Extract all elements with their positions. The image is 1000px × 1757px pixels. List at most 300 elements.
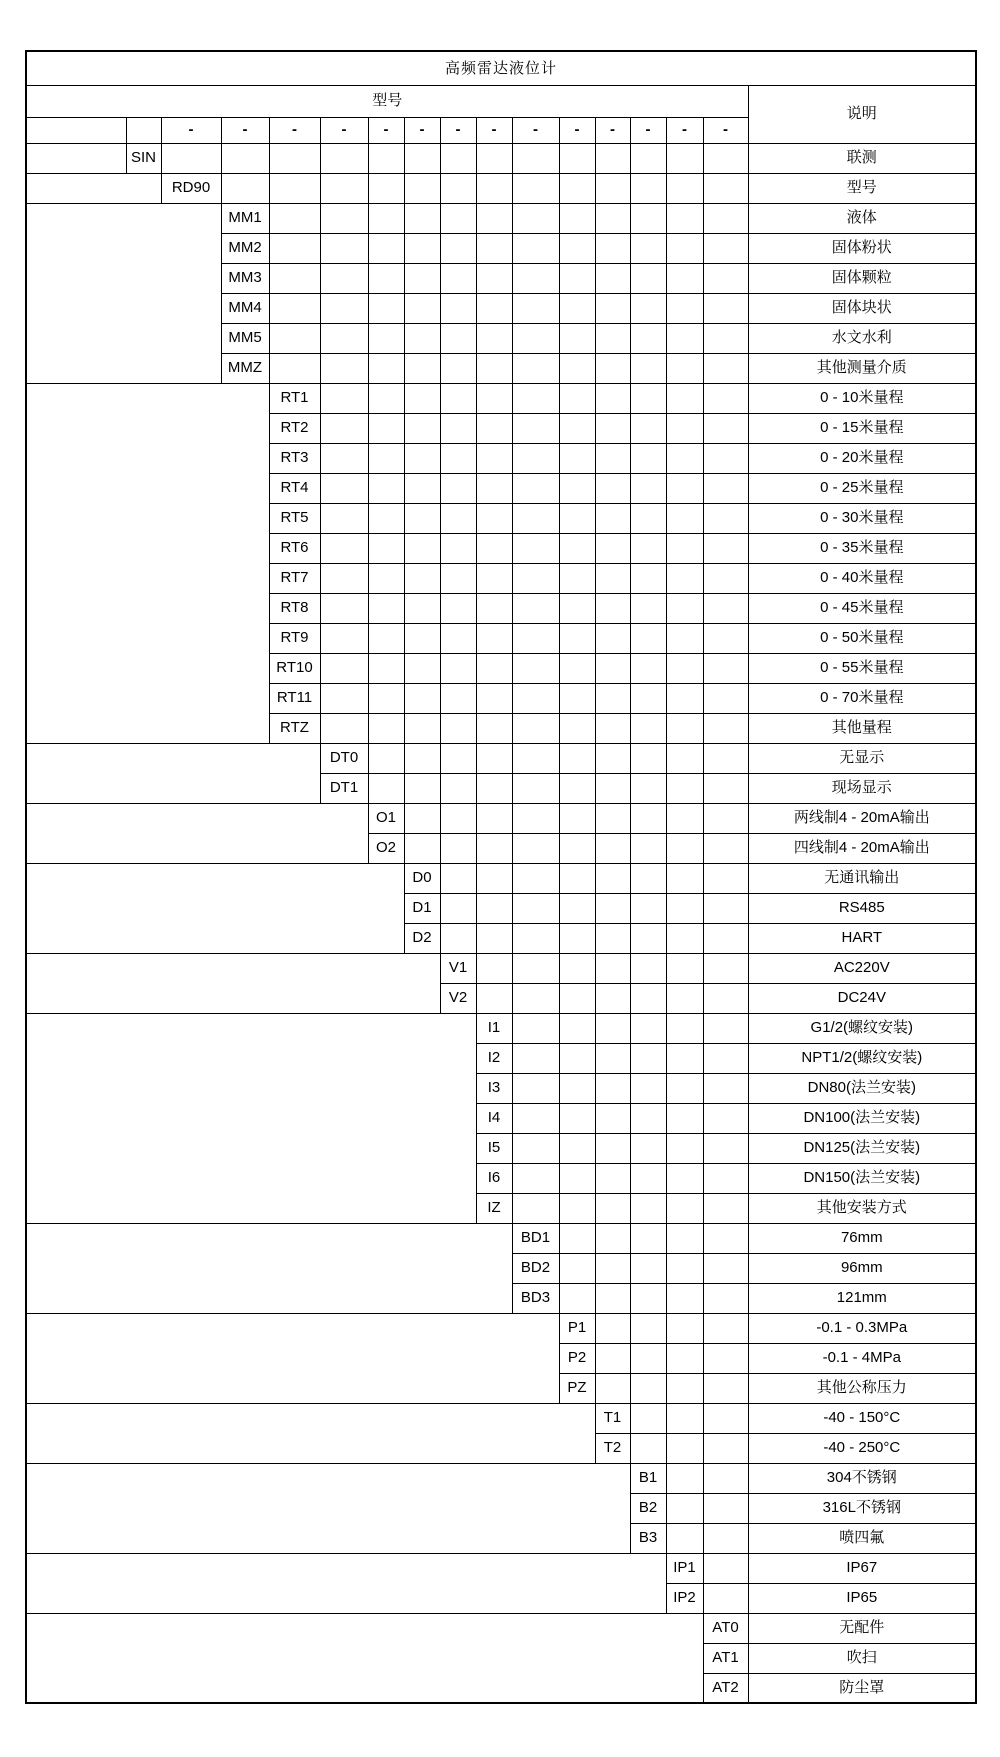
option-description: 0 - 30米量程 xyxy=(748,503,976,533)
empty-grid-cell xyxy=(404,593,440,623)
option-code: I1 xyxy=(476,1013,512,1043)
option-description: -40 - 150°C xyxy=(748,1403,976,1433)
empty-grid-cell xyxy=(320,473,368,503)
empty-grid-cell xyxy=(630,1133,666,1163)
empty-grid-cell xyxy=(476,233,512,263)
empty-grid-cell xyxy=(440,383,476,413)
option-description: 水文水利 xyxy=(748,323,976,353)
option-description: 固体粉状 xyxy=(748,233,976,263)
empty-grid-cell xyxy=(666,203,703,233)
option-description: 喷四氟 xyxy=(748,1523,976,1553)
empty-grid-cell xyxy=(368,593,404,623)
table-row xyxy=(26,953,976,983)
empty-grid-cell xyxy=(630,203,666,233)
empty-grid-cell xyxy=(666,803,703,833)
empty-grid-cell xyxy=(703,563,748,593)
empty-grid-cell xyxy=(703,1553,748,1583)
empty-grid-cell xyxy=(440,863,476,893)
empty-grid-cell xyxy=(703,1223,748,1253)
empty-grid-cell xyxy=(559,383,595,413)
empty-grid-cell xyxy=(404,533,440,563)
description-header-label: 说明 xyxy=(748,85,976,143)
empty-grid-cell xyxy=(666,863,703,893)
empty-grid-cell xyxy=(703,1163,748,1193)
empty-grid-cell xyxy=(703,1493,748,1523)
separator-dash: - xyxy=(630,117,666,143)
empty-grid-cell xyxy=(595,773,630,803)
empty-grid-cell xyxy=(512,353,559,383)
option-code: I2 xyxy=(476,1043,512,1073)
empty-grid-cell xyxy=(703,653,748,683)
empty-grid-cell xyxy=(320,713,368,743)
empty-grid-cell xyxy=(630,503,666,533)
empty-grid-cell xyxy=(630,863,666,893)
option-code: RD90 xyxy=(161,173,221,203)
empty-grid-cell xyxy=(595,1163,630,1193)
empty-grid-cell xyxy=(595,623,630,653)
empty-grid-cell xyxy=(703,1253,748,1283)
empty-grid-cell xyxy=(368,293,404,323)
empty-grid-cell xyxy=(595,263,630,293)
option-code: RT7 xyxy=(269,563,320,593)
option-code: AT2 xyxy=(703,1673,748,1703)
empty-grid-cell xyxy=(404,173,440,203)
empty-grid-cell xyxy=(368,353,404,383)
empty-grid-cell xyxy=(512,233,559,263)
empty-grid-cell xyxy=(595,653,630,683)
empty-grid-cell xyxy=(476,803,512,833)
empty-grid-cell xyxy=(595,983,630,1013)
empty-grid-cell xyxy=(666,413,703,443)
empty-grid-cell xyxy=(476,533,512,563)
empty-grid-cell xyxy=(440,413,476,443)
option-description: -0.1 - 4MPa xyxy=(748,1343,976,1373)
empty-grid-cell xyxy=(476,503,512,533)
option-code: MM4 xyxy=(221,293,269,323)
empty-grid-cell xyxy=(440,893,476,923)
empty-grid-cell xyxy=(320,203,368,233)
empty-grid-cell xyxy=(404,833,440,863)
separator-dash: - xyxy=(269,117,320,143)
option-description: 其他公称压力 xyxy=(748,1373,976,1403)
empty-grid-cell xyxy=(666,983,703,1013)
empty-grid-cell xyxy=(703,173,748,203)
separator-dash: - xyxy=(666,117,703,143)
empty-grid-cell xyxy=(320,233,368,263)
empty-grid-cell xyxy=(666,503,703,533)
empty-grid-cell xyxy=(512,983,559,1013)
empty-grid-cell xyxy=(703,323,748,353)
empty-grid-cell xyxy=(630,473,666,503)
empty-grid-cell xyxy=(559,353,595,383)
empty-grid-cell xyxy=(666,1253,703,1283)
empty-grid-cell xyxy=(476,413,512,443)
empty-grid-cell xyxy=(404,233,440,263)
empty-grid-cell xyxy=(559,413,595,443)
option-description: 型号 xyxy=(748,173,976,203)
empty-grid-cell xyxy=(666,1403,703,1433)
option-code: BD1 xyxy=(512,1223,559,1253)
empty-grid-cell xyxy=(559,833,595,863)
table-row xyxy=(26,203,976,233)
option-code: AT1 xyxy=(703,1643,748,1673)
empty-grid-cell xyxy=(630,1313,666,1343)
empty-grid-cell xyxy=(630,923,666,953)
group-label: 变送输出类型 xyxy=(26,803,368,863)
option-code: O2 xyxy=(368,833,404,863)
empty-grid-cell xyxy=(559,323,595,353)
empty-grid-cell xyxy=(440,353,476,383)
model-header-row xyxy=(26,85,976,117)
empty-grid-cell xyxy=(368,143,404,173)
empty-grid-cell xyxy=(595,893,630,923)
option-description: 0 - 25米量程 xyxy=(748,473,976,503)
empty-grid-cell xyxy=(559,443,595,473)
empty-grid-cell xyxy=(559,233,595,263)
option-code: RT1 xyxy=(269,383,320,413)
empty-grid-cell xyxy=(630,443,666,473)
option-code: IP2 xyxy=(666,1583,703,1613)
empty-grid-cell xyxy=(559,203,595,233)
option-description: NPT1/2(螺纹安装) xyxy=(748,1043,976,1073)
empty-grid-cell xyxy=(666,1313,703,1343)
empty-grid-cell xyxy=(666,923,703,953)
empty-grid-cell xyxy=(630,563,666,593)
separator-dash: - xyxy=(512,117,559,143)
empty-grid-cell xyxy=(595,533,630,563)
empty-grid-cell xyxy=(703,1343,748,1373)
empty-grid-cell xyxy=(559,1253,595,1283)
empty-grid-cell xyxy=(595,953,630,983)
empty-grid-cell xyxy=(630,1163,666,1193)
table-row xyxy=(26,743,976,773)
empty-grid-cell xyxy=(595,233,630,263)
empty-grid-cell xyxy=(630,623,666,653)
page-title: 高频雷达液位计 xyxy=(26,51,976,85)
empty-grid-cell xyxy=(703,1313,748,1343)
empty-grid-cell xyxy=(368,533,404,563)
empty-grid-cell xyxy=(440,563,476,593)
empty-grid-cell xyxy=(703,1403,748,1433)
empty-grid-cell xyxy=(440,473,476,503)
empty-grid-cell xyxy=(404,563,440,593)
empty-grid-cell xyxy=(404,473,440,503)
empty-grid-cell xyxy=(703,143,748,173)
empty-grid-cell xyxy=(630,773,666,803)
empty-grid-cell xyxy=(703,233,748,263)
option-description: IP67 xyxy=(748,1553,976,1583)
option-code: D2 xyxy=(404,923,440,953)
empty-grid-cell xyxy=(666,713,703,743)
option-description: 0 - 55米量程 xyxy=(748,653,976,683)
empty-grid-cell xyxy=(666,953,703,983)
group-label: 型号 xyxy=(26,173,161,203)
empty-grid-cell xyxy=(476,653,512,683)
option-description: 现场显示 xyxy=(748,773,976,803)
separator-dash: - xyxy=(476,117,512,143)
empty-grid-cell xyxy=(703,353,748,383)
empty-grid-cell xyxy=(559,1283,595,1313)
empty-grid-cell xyxy=(630,983,666,1013)
empty-grid-cell xyxy=(512,1193,559,1223)
empty-grid-cell xyxy=(404,203,440,233)
empty-grid-cell xyxy=(559,503,595,533)
option-code: I4 xyxy=(476,1103,512,1133)
empty-grid-cell xyxy=(595,413,630,443)
empty-grid-cell xyxy=(512,473,559,503)
empty-grid-cell xyxy=(595,1373,630,1403)
empty-grid-cell xyxy=(703,383,748,413)
empty-grid-cell xyxy=(666,1433,703,1463)
empty-grid-cell xyxy=(440,203,476,233)
empty-grid-cell xyxy=(161,143,221,173)
option-description: 76mm xyxy=(748,1223,976,1253)
empty-grid-cell xyxy=(630,533,666,563)
empty-grid-cell xyxy=(595,293,630,323)
option-description: 其他安装方式 xyxy=(748,1193,976,1223)
empty-grid-cell xyxy=(559,773,595,803)
empty-grid-cell xyxy=(512,773,559,803)
empty-grid-cell xyxy=(404,143,440,173)
option-description: IP65 xyxy=(748,1583,976,1613)
empty-grid-cell xyxy=(512,383,559,413)
empty-grid-cell xyxy=(559,653,595,683)
empty-grid-cell xyxy=(440,233,476,263)
empty-grid-cell xyxy=(666,1013,703,1043)
option-description: RS485 xyxy=(748,893,976,923)
empty-grid-cell xyxy=(368,323,404,353)
option-code: IP1 xyxy=(666,1553,703,1583)
empty-grid-cell xyxy=(595,143,630,173)
empty-grid-cell xyxy=(476,443,512,473)
empty-grid-cell xyxy=(512,143,559,173)
empty-grid-cell xyxy=(595,1073,630,1103)
empty-grid-cell xyxy=(368,383,404,413)
empty-grid-cell xyxy=(703,743,748,773)
empty-grid-cell xyxy=(703,593,748,623)
empty-grid-cell xyxy=(666,623,703,653)
empty-grid-cell xyxy=(595,923,630,953)
empty-grid-cell xyxy=(476,623,512,653)
empty-grid-cell xyxy=(595,1253,630,1283)
empty-grid-cell xyxy=(320,293,368,323)
empty-grid-cell xyxy=(666,143,703,173)
empty-grid-cell xyxy=(595,473,630,503)
option-code: I6 xyxy=(476,1163,512,1193)
empty-grid-cell xyxy=(512,653,559,683)
empty-grid-cell xyxy=(630,683,666,713)
option-description: 四线制4 - 20mA输出 xyxy=(748,833,976,863)
group-label: 防护等级 xyxy=(26,1553,666,1613)
empty-grid-cell xyxy=(512,1043,559,1073)
option-description: 吹扫 xyxy=(748,1643,976,1673)
empty-grid-cell xyxy=(476,293,512,323)
empty-grid-cell xyxy=(269,203,320,233)
empty-grid-cell xyxy=(703,263,748,293)
empty-grid-cell xyxy=(559,743,595,773)
table-row xyxy=(26,803,976,833)
option-code: RT11 xyxy=(269,683,320,713)
empty-grid-cell xyxy=(666,1373,703,1403)
empty-grid-cell xyxy=(320,593,368,623)
empty-grid-cell xyxy=(559,1223,595,1253)
empty-grid-cell xyxy=(476,473,512,503)
empty-grid-cell xyxy=(476,563,512,593)
empty-grid-cell xyxy=(666,743,703,773)
model-selection-table xyxy=(25,50,977,1704)
option-code: IZ xyxy=(476,1193,512,1223)
empty-grid-cell xyxy=(630,743,666,773)
option-description: DN125(法兰安装) xyxy=(748,1133,976,1163)
empty-grid-cell xyxy=(595,1283,630,1313)
empty-grid-cell xyxy=(666,1073,703,1103)
option-code: DT1 xyxy=(320,773,368,803)
empty-grid-cell xyxy=(630,1433,666,1463)
separator-dash: - xyxy=(368,117,404,143)
empty-grid-cell xyxy=(703,293,748,323)
empty-grid-cell xyxy=(666,1493,703,1523)
empty-grid-cell xyxy=(630,1193,666,1223)
table-row xyxy=(26,1013,976,1043)
empty-grid-cell xyxy=(221,143,269,173)
empty-grid-cell xyxy=(440,713,476,743)
empty-grid-cell xyxy=(703,1043,748,1073)
separator-dash: - xyxy=(559,117,595,143)
option-description: 无配件 xyxy=(748,1613,976,1643)
empty-grid-cell xyxy=(595,443,630,473)
empty-grid-cell xyxy=(440,263,476,293)
empty-grid-cell xyxy=(630,413,666,443)
empty-grid-cell xyxy=(512,533,559,563)
empty-grid-cell xyxy=(703,713,748,743)
empty-grid-cell xyxy=(630,593,666,623)
option-code: DT0 xyxy=(320,743,368,773)
empty-grid-cell xyxy=(666,893,703,923)
empty-grid-cell xyxy=(512,1103,559,1133)
empty-grid-cell xyxy=(703,893,748,923)
option-description: 0 - 20米量程 xyxy=(748,443,976,473)
empty-grid-cell xyxy=(595,323,630,353)
empty-grid-cell xyxy=(269,323,320,353)
empty-grid-cell xyxy=(368,653,404,683)
empty-grid-cell xyxy=(666,683,703,713)
empty-grid-cell xyxy=(595,743,630,773)
empty-grid-cell xyxy=(404,413,440,443)
empty-grid-cell xyxy=(476,173,512,203)
empty-grid-cell xyxy=(476,893,512,923)
empty-grid-cell xyxy=(559,263,595,293)
table-body xyxy=(26,51,976,1703)
empty-grid-cell xyxy=(512,1163,559,1193)
empty-grid-cell xyxy=(320,353,368,383)
option-description: 0 - 10米量程 xyxy=(748,383,976,413)
empty-grid-cell xyxy=(559,1103,595,1133)
empty-grid-cell xyxy=(368,173,404,203)
empty-grid-cell xyxy=(476,773,512,803)
option-code: RT10 xyxy=(269,653,320,683)
empty-grid-cell xyxy=(666,533,703,563)
empty-grid-cell xyxy=(666,1463,703,1493)
empty-grid-cell xyxy=(320,503,368,533)
empty-grid-cell xyxy=(368,233,404,263)
empty-grid-cell xyxy=(404,653,440,683)
option-description: -0.1 - 0.3MPa xyxy=(748,1313,976,1343)
empty-grid-cell xyxy=(440,833,476,863)
empty-grid-cell xyxy=(703,1433,748,1463)
option-code: RT2 xyxy=(269,413,320,443)
option-code: MM3 xyxy=(221,263,269,293)
empty-grid-cell xyxy=(703,803,748,833)
empty-grid-cell xyxy=(595,1103,630,1133)
empty-grid-cell xyxy=(512,263,559,293)
empty-grid-cell xyxy=(368,413,404,443)
empty-grid-cell xyxy=(666,263,703,293)
empty-grid-cell xyxy=(666,233,703,263)
empty-grid-cell xyxy=(666,563,703,593)
empty-grid-cell xyxy=(666,1223,703,1253)
empty-grid-cell xyxy=(368,683,404,713)
empty-grid-cell xyxy=(440,743,476,773)
empty-grid-cell xyxy=(703,443,748,473)
empty-grid-cell xyxy=(630,1103,666,1133)
empty-grid-cell xyxy=(559,1073,595,1103)
empty-grid-cell xyxy=(476,683,512,713)
option-description: 0 - 15米量程 xyxy=(748,413,976,443)
empty-grid-cell xyxy=(512,503,559,533)
option-description: 固体块状 xyxy=(748,293,976,323)
empty-grid-cell xyxy=(630,713,666,743)
option-description: 0 - 70米量程 xyxy=(748,683,976,713)
empty-grid-cell xyxy=(630,1283,666,1313)
empty-grid-cell xyxy=(595,1313,630,1343)
empty-grid-cell xyxy=(440,173,476,203)
table-row xyxy=(26,173,976,203)
option-code: BD2 xyxy=(512,1253,559,1283)
empty-grid-cell xyxy=(666,833,703,863)
empty-grid-cell xyxy=(476,953,512,983)
empty-grid-cell xyxy=(404,323,440,353)
option-code: I5 xyxy=(476,1133,512,1163)
empty-grid-cell xyxy=(703,1463,748,1493)
option-description: 304不锈钢 xyxy=(748,1463,976,1493)
empty-grid-cell xyxy=(630,833,666,863)
empty-grid-cell xyxy=(476,593,512,623)
option-code: SIN xyxy=(126,143,161,173)
empty-grid-cell xyxy=(440,293,476,323)
empty-grid-cell xyxy=(630,233,666,263)
separator-dash: - xyxy=(320,117,368,143)
option-description: 联测 xyxy=(748,143,976,173)
empty-grid-cell xyxy=(559,1133,595,1163)
empty-grid-cell xyxy=(630,1253,666,1283)
option-code: B2 xyxy=(630,1493,666,1523)
empty-grid-cell xyxy=(404,713,440,743)
option-code: PZ xyxy=(559,1373,595,1403)
empty-grid-cell xyxy=(320,443,368,473)
option-description: 96mm xyxy=(748,1253,976,1283)
empty-grid-cell xyxy=(320,533,368,563)
empty-grid-cell xyxy=(559,1013,595,1043)
option-code: RT6 xyxy=(269,533,320,563)
empty-grid-cell xyxy=(512,743,559,773)
empty-grid-cell xyxy=(404,773,440,803)
empty-grid-cell xyxy=(559,1193,595,1223)
empty-grid-cell xyxy=(666,1103,703,1133)
empty-grid-cell xyxy=(512,1133,559,1163)
option-code: T1 xyxy=(595,1403,630,1433)
group-label: 配件类型 xyxy=(26,1613,703,1703)
separator-dash: - xyxy=(161,117,221,143)
